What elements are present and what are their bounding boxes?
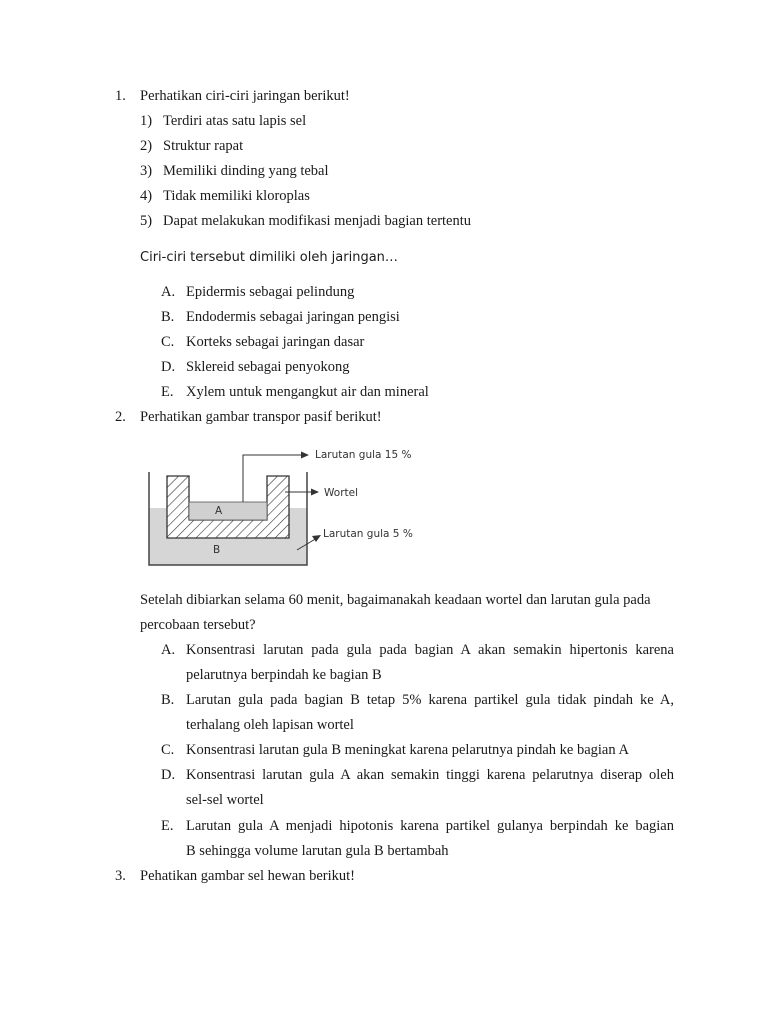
option-text: Xylem untuk mengangkut air dan mineral (186, 384, 429, 400)
label-carrot: Wortel (324, 487, 359, 499)
question-2-prompt: Perhatikan gambar transpor pasif berikut! (140, 409, 382, 425)
option-text: sel-sel wortel (186, 792, 264, 808)
option-letter: E. (161, 818, 174, 834)
option-text: terhalang oleh lapisan wortel (186, 717, 354, 733)
option-letter: B. (161, 692, 175, 708)
characteristic-text: Tidak memiliki kloroplas (163, 188, 310, 204)
option-text: Epidermis sebagai pelindung (186, 284, 355, 300)
arrow-head (312, 535, 321, 542)
option-text: Konsentrasi larutan gula B meningkat karena pelarutnya pindah ke bagian A (186, 742, 629, 758)
region-b-label: B (213, 544, 221, 556)
characteristic-number: 5) (140, 213, 153, 229)
characteristic-text: Struktur rapat (163, 138, 244, 154)
option-text: Konsentrasi larutan gula A akan semakin tinggi karena pelarutnya diserap oleh (186, 767, 674, 783)
option-letter: C. (161, 334, 175, 350)
question-1-prompt: Perhatikan ciri-ciri jaringan berikut! (140, 88, 350, 104)
question-1-number: 1. (115, 88, 126, 104)
question-2-stem: percobaan tersebut? (140, 617, 256, 633)
characteristic-number: 4) (140, 188, 153, 204)
question-3-number: 3. (115, 868, 126, 884)
question-1-stem: Ciri-ciri tersebut dimiliki oleh jaringan… (140, 250, 398, 265)
option-letter: E. (161, 384, 174, 400)
characteristic-text: Memiliki dinding yang tebal (163, 163, 329, 179)
question-2-stem: Setelah dibiarkan selama 60 menit, bagaimanakah keadaan wortel dan larutan gula pada (140, 592, 651, 608)
option-letter: D. (161, 359, 176, 375)
question-3-prompt: Pehatikan gambar sel hewan berikut! (140, 868, 356, 884)
option-text: B sehingga volume larutan gula B bertambah (186, 843, 449, 859)
option-letter: A. (161, 642, 176, 658)
option-letter: D. (161, 767, 176, 783)
option-text: Sklereid sebagai penyokong (186, 359, 350, 375)
option-text: Endodermis sebagai jaringan pengisi (186, 309, 400, 325)
label-solution-5: Larutan gula 5 % (323, 528, 413, 540)
arrow-head (301, 452, 309, 459)
option-text: pelarutnya berpindah ke bagian B (186, 667, 382, 683)
solution-a (189, 502, 267, 520)
option-letter: C. (161, 742, 175, 758)
characteristic-text: Terdiri atas satu lapis sel (163, 113, 307, 129)
option-text: Korteks sebagai jaringan dasar (186, 334, 365, 350)
characteristic-text: Dapat melakukan modifikasi menjadi bagian tertentu (163, 213, 472, 229)
region-a-label: A (215, 505, 223, 517)
option-letter: A. (161, 284, 176, 300)
option-text: Larutan gula A menjadi hipotonis karena partikel gulanya berpindah ke bagian (186, 818, 674, 834)
osmosis-diagram (135, 440, 435, 575)
arrow-head (311, 489, 319, 496)
option-text: Larutan gula pada bagian B tetap 5% karena partikel gula tidak pindah ke A, (186, 692, 674, 708)
label-solution-15: Larutan gula 15 % (315, 449, 412, 461)
question-2-number: 2. (115, 409, 126, 425)
characteristic-number: 1) (140, 113, 153, 129)
option-text: Konsentrasi larutan pada gula pada bagian A akan semakin hipertonis karena (186, 642, 674, 658)
characteristic-number: 2) (140, 138, 153, 154)
option-letter: B. (161, 309, 175, 325)
characteristic-number: 3) (140, 163, 153, 179)
